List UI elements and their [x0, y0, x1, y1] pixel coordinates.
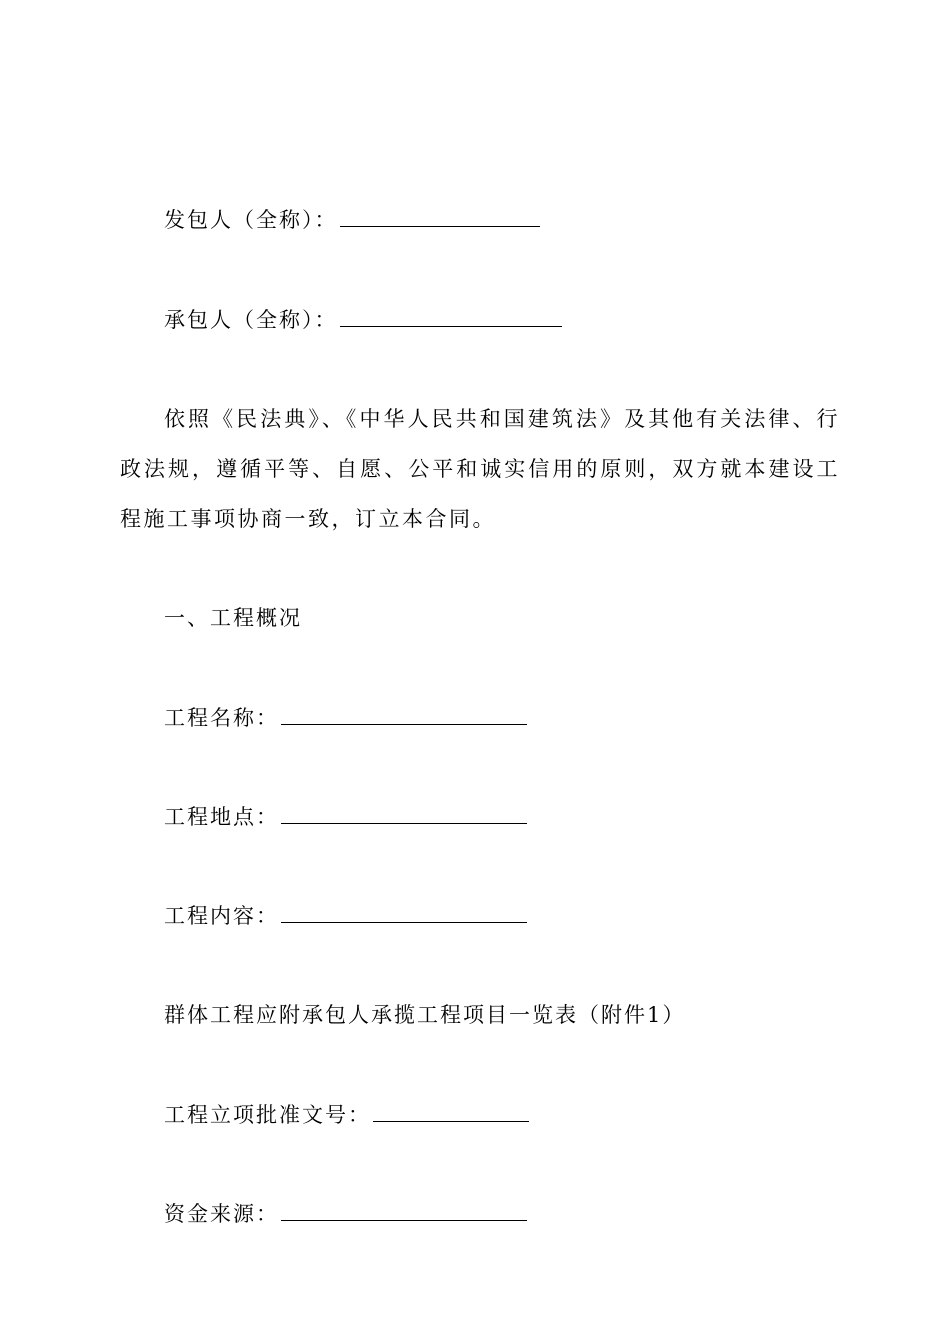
project-content-field — [164, 901, 527, 931]
employer-blank[interactable] — [340, 206, 540, 227]
project-location-label: 工程地点： — [164, 805, 279, 829]
project-location-field — [164, 802, 527, 832]
group-project-note: 群体工程应附承包人承揽工程项目一览表（附件1） — [164, 1003, 686, 1027]
contractor-blank[interactable] — [340, 306, 562, 327]
project-name-label: 工程名称： — [164, 706, 279, 730]
contractor-field — [164, 305, 562, 335]
fund-source-label: 资金来源： — [164, 1202, 279, 1226]
preamble-paragraph: 依照《民法典》、《中华人民共和国建筑法》及其他有关法律、行政法规，遵循平等、自愿、公平和诚实信用的原则，双方就本建设工程施工事项协商一致，订立本合同。 — [120, 407, 840, 531]
project-content-label: 工程内容： — [164, 904, 279, 928]
employer-field — [164, 205, 540, 235]
fund-source-field — [164, 1199, 527, 1229]
section-heading: 一、工程概况 — [164, 606, 302, 630]
approval-number-blank[interactable] — [373, 1101, 529, 1122]
approval-number-field — [164, 1100, 529, 1130]
project-location-blank[interactable] — [281, 803, 527, 824]
project-name-field — [164, 703, 527, 733]
project-content-blank[interactable] — [281, 902, 527, 923]
contractor-label: 承包人（全称）： — [164, 308, 338, 332]
project-name-blank[interactable] — [281, 704, 527, 725]
approval-number-label: 工程立项批准文号： — [164, 1103, 371, 1127]
fund-source-blank[interactable] — [281, 1200, 527, 1221]
employer-label: 发包人（全称）： — [164, 208, 338, 232]
